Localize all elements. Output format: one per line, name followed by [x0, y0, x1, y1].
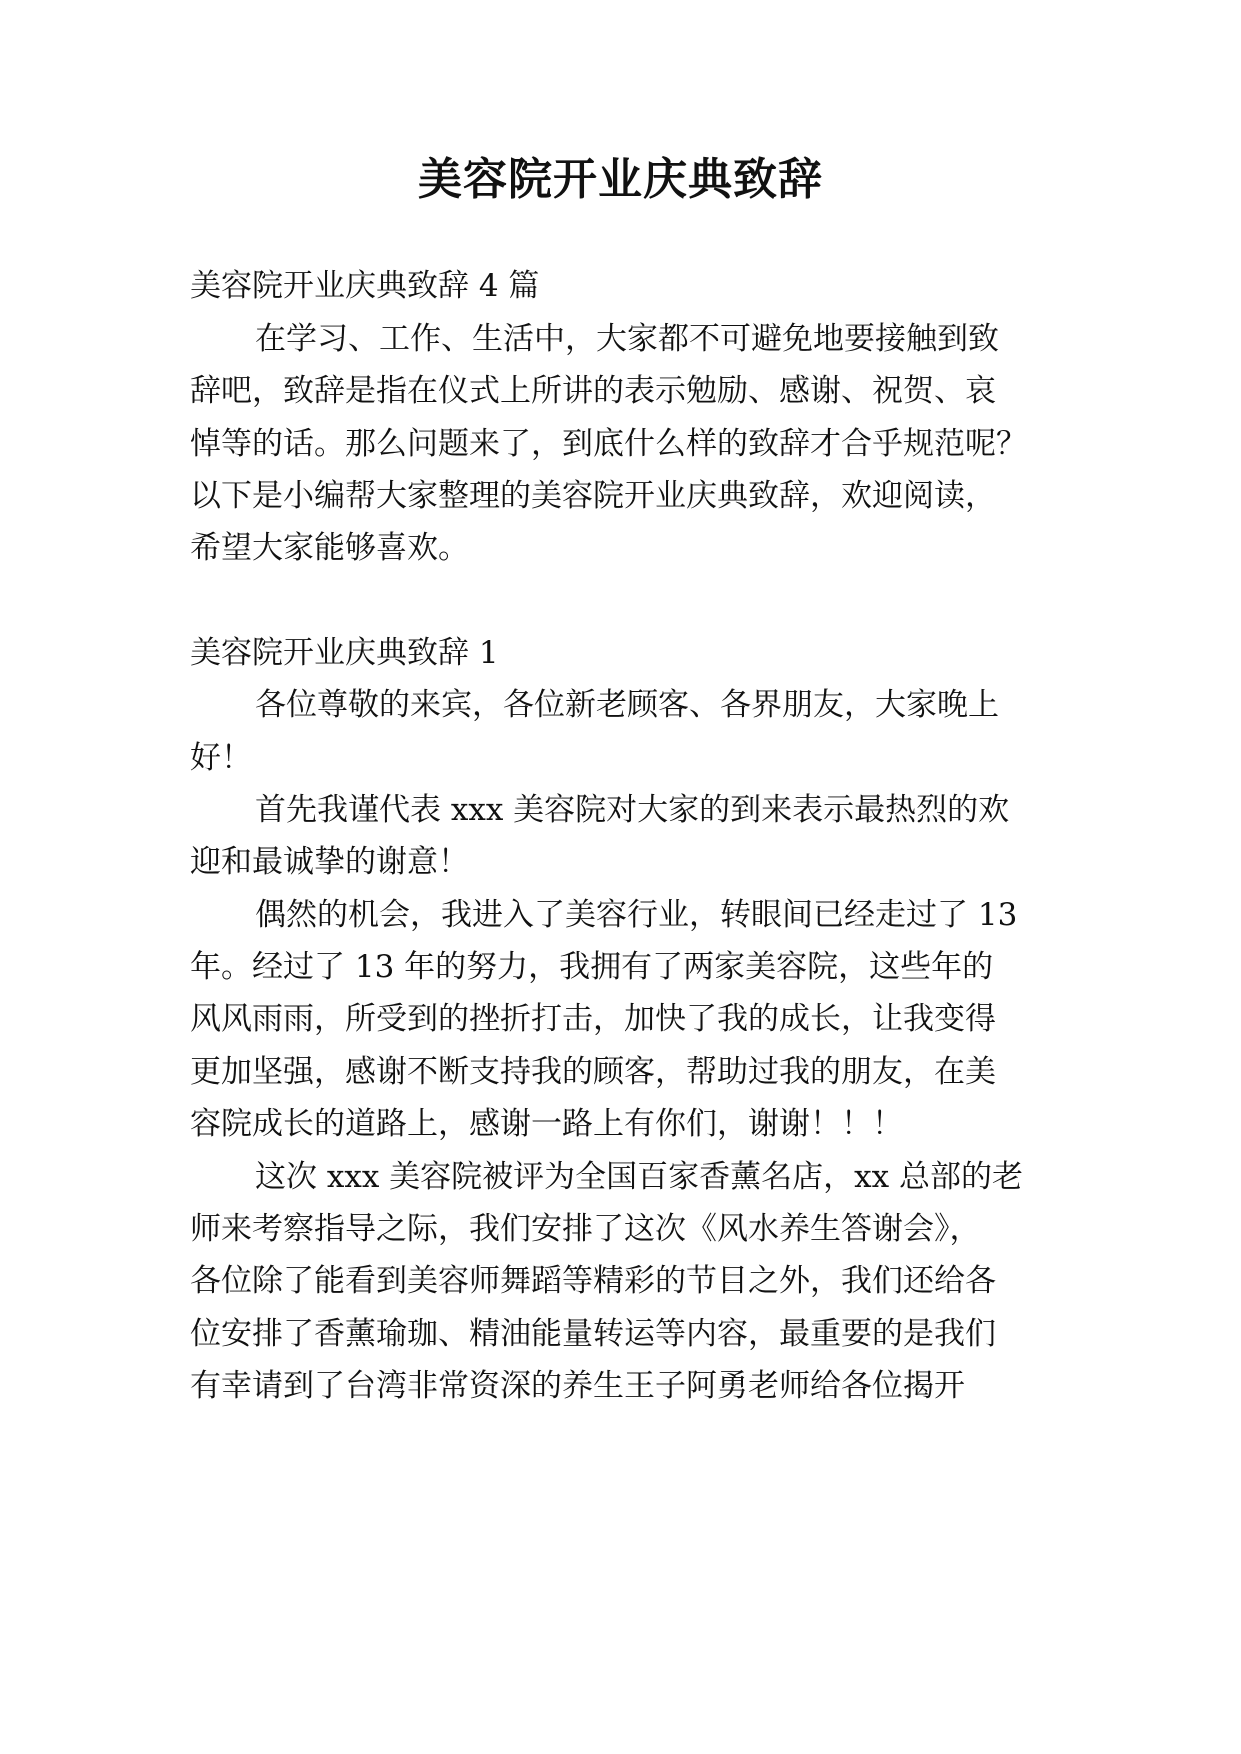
paragraph-line: 各位除了能看到美容师舞蹈等精彩的节目之外，我们还给各	[190, 1263, 996, 1299]
paragraph-line: 好！	[190, 740, 252, 776]
paragraph-line: 位安排了香薰瑜珈、精油能量转运等内容，最重要的是我们	[190, 1316, 996, 1352]
paragraph-line: 希望大家能够喜欢。	[190, 530, 469, 566]
paragraph-line: 辞吧，致辞是指在仪式上所讲的表示勉励、感谢、祝贺、哀	[190, 373, 996, 409]
paragraph-line: 以下是小编帮大家整理的美容院开业庆典致辞，欢迎阅读，	[190, 478, 996, 514]
section-heading: 美容院开业庆典致辞 1	[190, 635, 499, 671]
paragraph-line: 各位尊敬的来宾，各位新老顾客、各界朋友，大家晚上	[255, 687, 999, 723]
paragraph-line: 迎和最诚挚的谢意！	[190, 844, 469, 880]
paragraph-line: 这次 xxx 美容院被评为全国百家香薰名店，xx 总部的老	[255, 1159, 1023, 1195]
paragraph-line: 风风雨雨，所受到的挫折打击，加快了我的成长，让我变得	[190, 1001, 996, 1037]
paragraph-line: 更加坚强，感谢不断支持我的顾客，帮助过我的朋友，在美	[190, 1054, 996, 1090]
paragraph-line: 师来考察指导之际，我们安排了这次《风水养生答谢会》，	[190, 1211, 981, 1247]
paragraph-line: 悼等的话。那么问题来了，到底什么样的致辞才合乎规范呢？	[190, 426, 1027, 462]
paragraph-line: 有幸请到了台湾非常资深的养生王子阿勇老师给各位揭开	[190, 1368, 965, 1404]
paragraph-line: 首先我谨代表 xxx 美容院对大家的到来表示最热烈的欢	[255, 792, 1010, 828]
section-heading: 美容院开业庆典致辞 4 篇	[190, 268, 540, 304]
paragraph-line: 偶然的机会，我进入了美容行业，转眼间已经走过了 13	[255, 897, 1018, 933]
paragraph-line: 容院成长的道路上，感谢一路上有你们，谢谢！！！	[190, 1106, 903, 1142]
paragraph-line: 年。经过了 13 年的努力，我拥有了两家美容院，这些年的	[190, 949, 994, 985]
document-title: 美容院开业庆典致辞	[418, 154, 823, 205]
paragraph-line: 在学习、工作、生活中，大家都不可避免地要接触到致	[255, 321, 999, 357]
